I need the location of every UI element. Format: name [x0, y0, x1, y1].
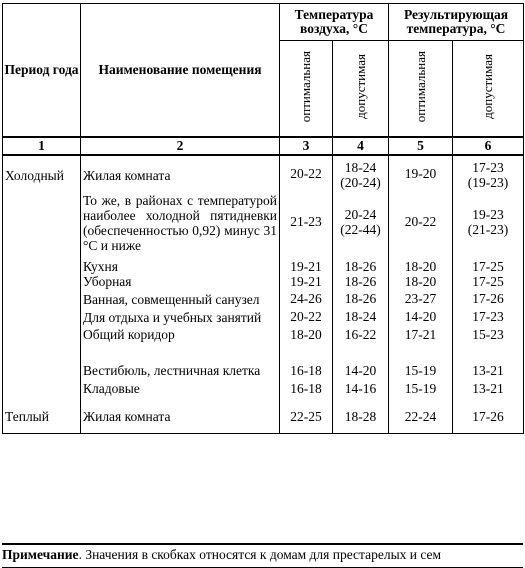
value-main: 17-23	[472, 160, 504, 175]
value-cell	[333, 190, 389, 253]
column-number: 6	[453, 137, 524, 155]
table-row	[3, 274, 524, 289]
header-result-optimal-label: оптимальная	[412, 50, 428, 123]
period-cell	[3, 325, 81, 363]
table-row	[3, 378, 524, 406]
column-number: 1	[3, 137, 81, 155]
value-cell: 22-25	[280, 406, 333, 434]
note-text: . Значения в скобках относятся к домам для престарелых и сем	[78, 547, 442, 562]
value-cell: 14-20	[333, 363, 389, 378]
room-cell: Кладовые	[81, 378, 280, 406]
table-note	[2, 543, 523, 568]
header-resulting-temperature: Результирующая температура, °С	[389, 4, 524, 41]
table-row	[3, 363, 524, 378]
room-cell: Ванная, совмещенный санузел	[81, 289, 280, 307]
header-air-allowable	[333, 41, 389, 138]
value-cell	[453, 190, 524, 253]
value-main: 19-23	[472, 206, 504, 222]
table-row	[3, 155, 524, 190]
period-cell: Теплый	[3, 406, 81, 434]
value-cell	[333, 155, 389, 190]
value-cell: 18-26	[333, 253, 389, 274]
value-cell: 17-26	[453, 406, 524, 434]
value-cell: 15-19	[389, 378, 453, 406]
period-cell	[3, 289, 81, 307]
value-cell: 16-22	[333, 325, 389, 363]
note-label: Примечание	[2, 547, 79, 562]
header-room: Наименование помещения	[81, 4, 280, 138]
value-cell: 19-21	[280, 274, 333, 289]
value-cell: 19-21	[280, 253, 333, 274]
column-number: 3	[280, 137, 333, 155]
table-row	[3, 325, 524, 363]
value-cell: 19-20	[389, 155, 453, 190]
value-main: 18-24	[344, 160, 377, 175]
value-main: 20-24	[344, 206, 377, 222]
value-cell: 17-26	[453, 289, 524, 307]
period-cell	[3, 363, 81, 378]
value-cell: 20-22	[389, 190, 453, 253]
value-parenthetical: (19-23)	[467, 175, 509, 190]
period-cell	[3, 307, 81, 325]
value-cell: 21-23	[280, 190, 333, 253]
period-cell	[3, 253, 81, 274]
value-cell: 22-24	[389, 406, 453, 434]
room-cell: Для отдыха и учебных занятий	[81, 307, 280, 325]
header-period: Период года	[3, 4, 81, 138]
header-result-allowable-label: допустимая	[480, 54, 495, 119]
value-cell: 18-20	[389, 253, 453, 274]
value-cell: 20-22	[280, 155, 333, 190]
value-cell: 13-21	[453, 363, 524, 378]
value-cell: 18-26	[333, 289, 389, 307]
value-cell: 17-25	[453, 274, 524, 289]
value-parenthetical: (21-23)	[467, 221, 509, 237]
value-cell: 16-18	[280, 378, 333, 406]
room-cell: Кухня	[81, 253, 280, 274]
temperature-norms-table	[2, 3, 524, 434]
value-cell: 18-28	[333, 406, 389, 434]
period-cell	[3, 190, 81, 253]
value-cell: 17-21	[389, 325, 453, 363]
period-cell	[3, 274, 81, 289]
value-cell: 20-22	[280, 307, 333, 325]
value-cell: 18-20	[389, 274, 453, 289]
table-row	[3, 406, 524, 434]
value-parenthetical: (20-24)	[340, 175, 381, 190]
table-row	[3, 307, 524, 325]
column-number: 5	[389, 137, 453, 155]
period-cell: Холодный	[3, 155, 81, 190]
value-cell	[453, 155, 524, 190]
column-number: 2	[81, 137, 280, 155]
value-cell: 15-19	[389, 363, 453, 378]
value-cell: 15-23	[453, 325, 524, 363]
table-row	[3, 253, 524, 274]
header-air-optimal-label: оптимальная	[298, 50, 313, 123]
value-cell: 16-18	[280, 363, 333, 378]
value-cell: 18-24	[333, 307, 389, 325]
value-cell: 18-26	[333, 274, 389, 289]
room-cell: Вестибюль, лестничная клетка	[81, 363, 280, 378]
room-cell: Жилая комната	[81, 155, 280, 190]
header-result-allowable	[453, 41, 524, 138]
room-cell: Уборная	[81, 274, 280, 289]
value-cell: 17-25	[453, 253, 524, 274]
room-cell: То же, в районах с температурой наиболее холодной пятидневки (обеспеченностью 0,92) минус 31 °С и ниже	[81, 190, 280, 253]
header-result-optimal	[389, 41, 453, 138]
room-cell: Жилая комната	[81, 406, 280, 434]
header-air-temperature: Температура воздуха, °С	[280, 4, 389, 41]
value-parenthetical: (22-44)	[340, 221, 381, 237]
header-air-optimal	[280, 41, 333, 138]
value-cell: 17-23	[453, 307, 524, 325]
header-air-allowable-label: допустимая	[352, 54, 368, 119]
value-cell: 18-20	[280, 325, 333, 363]
value-cell: 23-27	[389, 289, 453, 307]
value-cell: 14-16	[333, 378, 389, 406]
value-cell: 13-21	[453, 378, 524, 406]
period-cell	[3, 378, 81, 406]
value-cell: 14-20	[389, 307, 453, 325]
room-cell: Общий коридор	[81, 325, 280, 363]
table-row	[3, 289, 524, 307]
column-number: 4	[333, 137, 389, 155]
value-cell: 24-26	[280, 289, 333, 307]
table-row	[3, 190, 524, 253]
